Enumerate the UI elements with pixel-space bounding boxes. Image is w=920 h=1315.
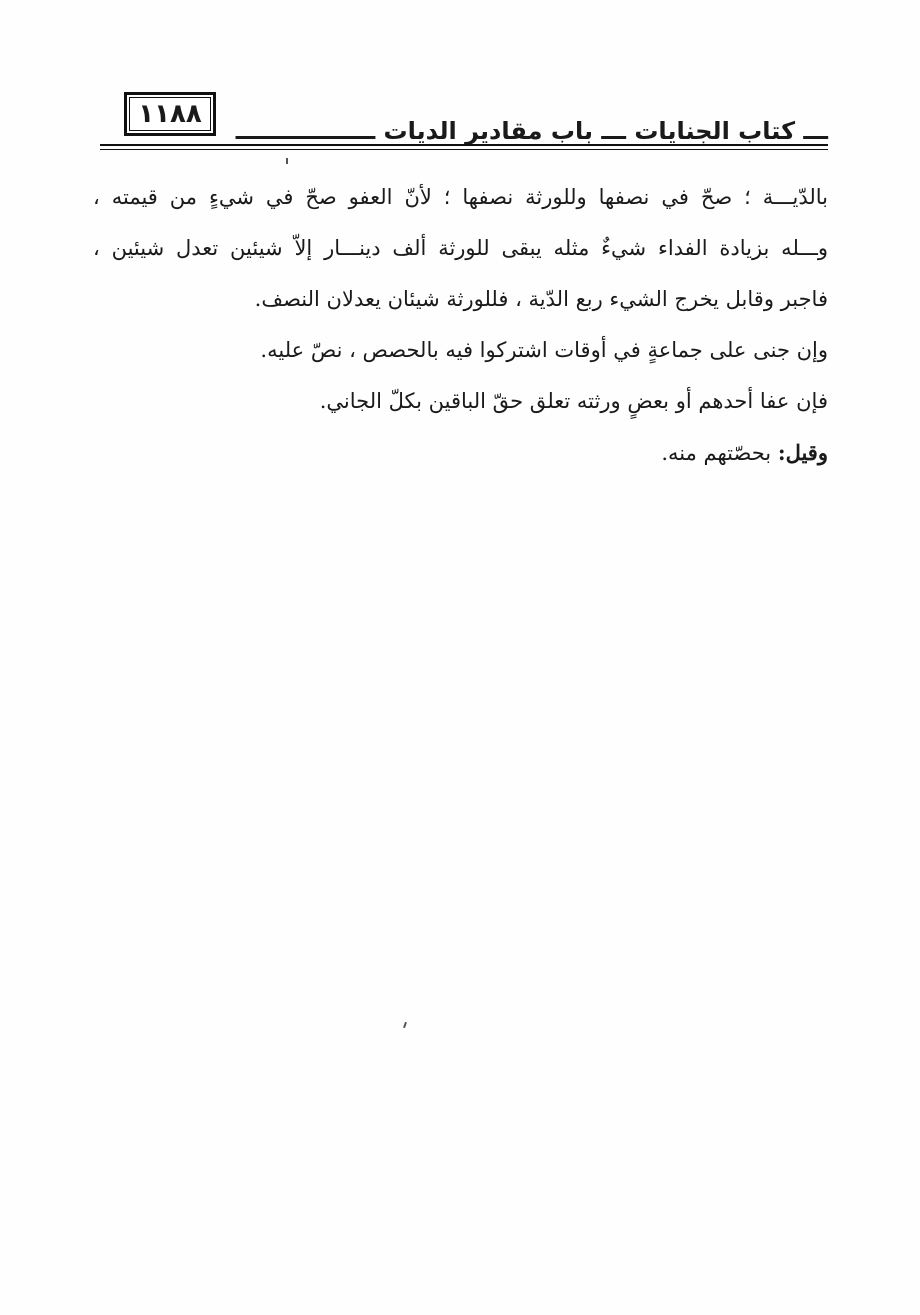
text-line-2: وـــله بزيادة الفداء شيءٌ مثله يبقى للورثة ألف دينـــار إلاّ شيئين تعدل شيئين ، — [93, 236, 828, 260]
body-text — [93, 172, 828, 479]
running-title: ـــ كتاب الجنايات ـــ باب مقادير الديات ـــــــــــــــــ — [235, 117, 828, 145]
text-line-6 — [93, 427, 828, 479]
text-line-1: بالدّيـــة ؛ صحّ في نصفها وللورثة نصفها ؛ لأنّ العفو صحّ في شيءٍ من قيمته ، — [93, 185, 828, 209]
page-number-box — [124, 92, 216, 136]
scan-speck — [286, 158, 288, 164]
header-rule-thin — [100, 149, 828, 150]
text-line-5: فإن عفا أحدهم أو بعضٍ ورثته تعلق حقّ الباقين بكلّ الجاني. — [319, 389, 828, 413]
scan-speck — [403, 1022, 407, 1028]
text-line-6-lead: وقيل: — [777, 440, 828, 465]
text-line-3: فاجبر وقابل يخرج الشيء ربع الدّية ، فللورثة شيئان يعدلان النصف. — [254, 287, 828, 311]
text-line-4: وإن جنى على جماعةٍ في أوقات اشتركوا فيه بالحصص ، نصّ عليه. — [260, 338, 828, 362]
header-rule — [100, 144, 828, 146]
text-line-6-rest: بحصّتهم منه. — [661, 441, 778, 465]
page-number: ١١٨٨ — [138, 99, 202, 129]
